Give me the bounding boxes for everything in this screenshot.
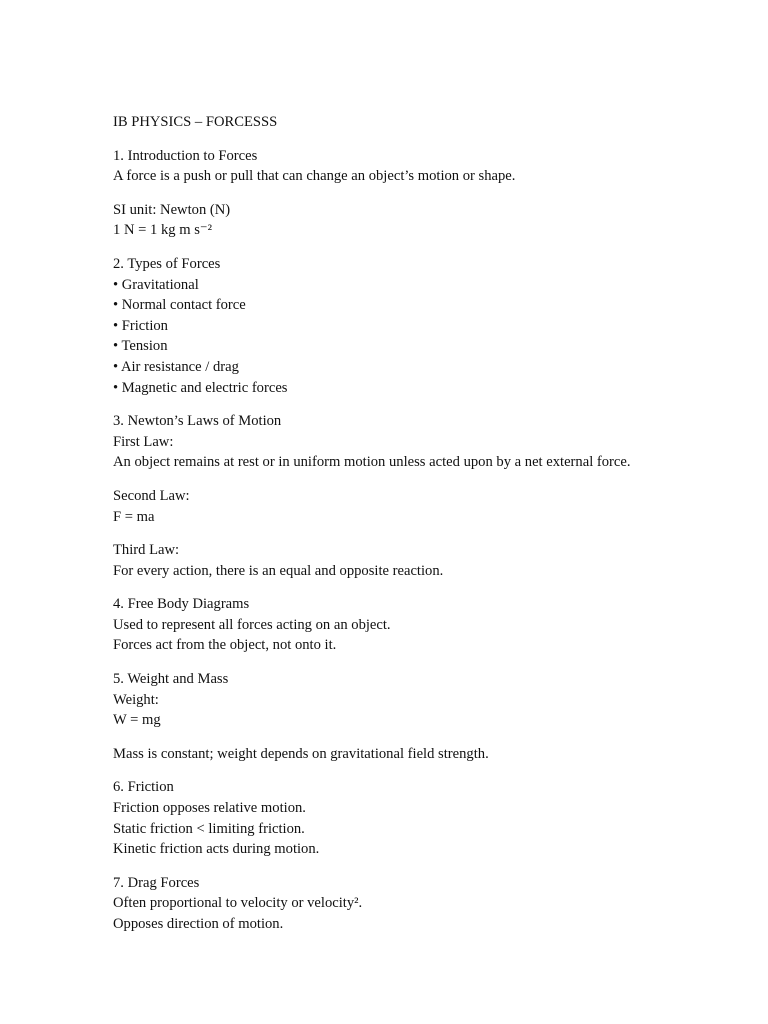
- paragraph-spacer: [113, 187, 733, 200]
- text-line: Often proportional to velocity or velocity².: [113, 895, 363, 912]
- bullet-item: • Normal contact force: [113, 297, 246, 314]
- paragraph: [113, 411, 733, 473]
- section-heading: 1. Introduction to Forces: [113, 147, 258, 164]
- paragraph-spacer: [113, 581, 733, 594]
- text-line: A force is a push or pull that can change an object’s motion or shape.: [113, 168, 516, 185]
- bullet-item: • Tension: [113, 338, 168, 355]
- paragraph-spacer: [113, 656, 733, 669]
- paragraph-spacer: [113, 935, 733, 948]
- text-line: F = ma: [113, 508, 155, 525]
- paragraph: [113, 254, 733, 398]
- text-line: Friction opposes relative motion.: [113, 800, 306, 817]
- text-line: Third Law:: [113, 542, 180, 559]
- text-line: Static friction < limiting friction.: [113, 820, 305, 837]
- paragraph-spacer: [113, 764, 733, 777]
- text-line: An object remains at rest or in uniform motion unless acted upon by a net external force.: [113, 454, 631, 471]
- paragraph-spacer: [113, 473, 733, 486]
- bullet-item: • Gravitational: [113, 276, 199, 293]
- text-line: Weight:: [113, 691, 159, 708]
- section-heading: 5. Weight and Mass: [113, 671, 229, 688]
- text-line: W = mg: [113, 712, 161, 729]
- text-line: 1 N = 1 kg m s⁻²: [113, 222, 212, 239]
- paragraph: [113, 744, 733, 765]
- text-line: First Law:: [113, 433, 174, 450]
- section-heading: 2. Types of Forces: [113, 255, 221, 272]
- document-title: IB PHYSICS – FORCESSS: [113, 114, 278, 130]
- paragraph: [113, 200, 733, 241]
- document-page: [113, 112, 733, 948]
- text-line: SI unit: Newton (N): [113, 201, 231, 218]
- paragraph: [113, 146, 733, 187]
- bullet-item: • Air resistance / drag: [113, 358, 239, 375]
- text-line: Forces act from the object, not onto it.: [113, 637, 337, 654]
- paragraph: [113, 486, 733, 527]
- paragraph-spacer: [113, 860, 733, 873]
- paragraph-spacer: [113, 731, 733, 744]
- text-line: Opposes direction of motion.: [113, 916, 284, 932]
- text-line: Second Law:: [113, 487, 190, 504]
- document-body: [113, 146, 733, 948]
- text-line: For every action, there is an equal and opposite reaction.: [113, 562, 444, 579]
- bullet-item: • Magnetic and electric forces: [113, 379, 288, 396]
- title-spacer: [113, 133, 733, 146]
- section-heading: 3. Newton’s Laws of Motion: [113, 413, 282, 430]
- paragraph: [113, 594, 733, 656]
- paragraph: [113, 873, 733, 935]
- paragraph: [113, 777, 733, 859]
- text-line: Kinetic friction acts during motion.: [113, 841, 320, 858]
- paragraph: [113, 540, 733, 581]
- bullet-item: • Friction: [113, 317, 168, 334]
- section-heading: 7. Drag Forces: [113, 874, 200, 891]
- paragraph: [113, 669, 733, 731]
- paragraph-spacer: [113, 527, 733, 540]
- paragraph-spacer: [113, 398, 733, 411]
- section-heading: 4. Free Body Diagrams: [113, 596, 250, 613]
- section-heading: 6. Friction: [113, 779, 174, 796]
- text-line: Used to represent all forces acting on an object.: [113, 616, 391, 633]
- paragraph-spacer: [113, 241, 733, 254]
- text-line: Mass is constant; weight depends on gravitational field strength.: [113, 745, 489, 762]
